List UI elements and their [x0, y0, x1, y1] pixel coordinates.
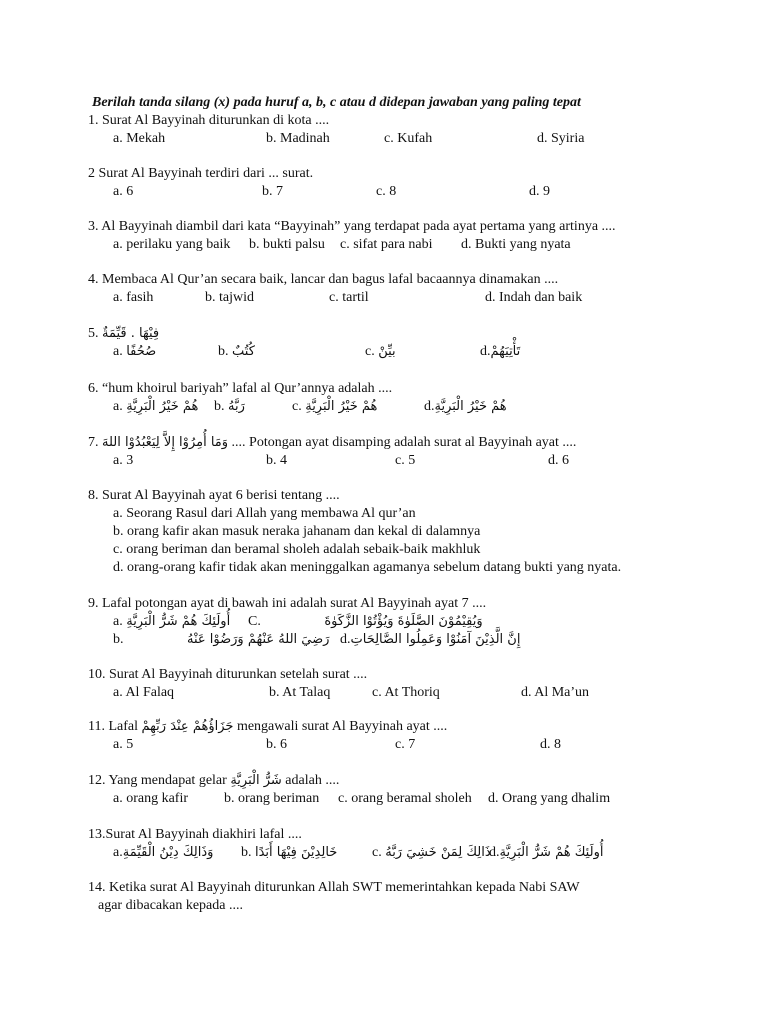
option-b[interactable]: [241, 844, 337, 862]
question-11: [88, 718, 561, 754]
option-label: d.: [424, 399, 435, 414]
option-c[interactable]: c. 8: [376, 184, 397, 199]
option-c[interactable]: c. Kufah: [384, 131, 433, 146]
arabic-text: تَأْتِيَهُمْ: [490, 344, 521, 359]
question-body: .... Potongan ayat disamping adalah surat al Bayyinah ayat ....: [231, 435, 577, 450]
question-12: [88, 772, 611, 808]
option-b[interactable]: b. tajwid: [205, 290, 254, 305]
question-text: 6. “hum khoirul bariyah” lafal al Qur’annya adalah ....: [88, 381, 393, 396]
option-label: C.: [248, 614, 261, 629]
option-b[interactable]: b. 6: [266, 737, 287, 752]
option-d[interactable]: [480, 343, 520, 361]
option-c[interactable]: c. 7: [395, 737, 416, 752]
option-label: a.: [113, 399, 123, 414]
option-label: d.: [340, 632, 351, 647]
arabic-phrase: جَزَاؤُهُمْ عِنْدَ رَبِّهِمْ: [141, 719, 234, 734]
option-d[interactable]: [424, 398, 507, 416]
arabic-text: هُمْ خَيْرُ الْبَرِيَّةِ: [126, 399, 199, 414]
option-a[interactable]: [113, 844, 213, 862]
option-label: c.: [292, 399, 302, 414]
option-a[interactable]: a. 5: [113, 737, 134, 752]
arabic-text: هُمْ خَيْرُ الْبَرِيَّةِ: [434, 399, 507, 414]
option-a[interactable]: a. orang kafir: [113, 791, 189, 806]
option-a[interactable]: a. Al Falaq: [113, 685, 175, 700]
options: [88, 343, 521, 361]
question-4: [88, 271, 583, 307]
arabic-phrase: فِيْهَا . قَيِّمَةٌ: [102, 326, 160, 341]
question-text: 13.Surat Al Bayyinah diakhiri lafal ....: [88, 827, 302, 842]
option-b[interactable]: [214, 398, 245, 416]
question-text: 10. Surat Al Bayyinah diturunkan setelah surat ....: [88, 667, 368, 682]
option-a[interactable]: a. fasih: [113, 290, 154, 305]
option-c[interactable]: c. tartil: [329, 290, 369, 305]
arabic-text: وَيُقِيْمُوْنَ الصَّلَوٰةَ وَيُؤْتُوْا الزَّكَوٰةَ: [324, 614, 483, 629]
options: [88, 790, 611, 808]
question-number: 5.: [88, 326, 99, 341]
question-prefix: 12. Yang mendapat gelar: [88, 773, 227, 788]
arabic-text: هُمْ خَيْرُ الْبَرِيَّةِ: [305, 399, 378, 414]
option-b[interactable]: b. At Talaq: [269, 685, 331, 700]
option-b[interactable]: b. Madinah: [266, 131, 330, 146]
question-prefix: 11. Lafal: [88, 719, 139, 734]
option-a[interactable]: a. Seorang Rasul dari Allah yang membawa Al qur’an: [113, 506, 416, 521]
question-text: [88, 434, 576, 452]
option-c[interactable]: [372, 844, 491, 862]
question-10: [88, 666, 590, 702]
option-a[interactable]: [113, 613, 230, 631]
question-2: [88, 165, 550, 201]
option-b[interactable]: b. 4: [266, 453, 287, 468]
option-d[interactable]: [340, 631, 520, 649]
options: [88, 130, 585, 148]
options-row-2: [88, 631, 521, 649]
arabic-text: رَضِيَ اللهُ عَنْهُمْ وَرَضُوْا عَنْهُ: [187, 632, 330, 647]
option-label: b.: [113, 632, 124, 647]
option-d[interactable]: d. Syiria: [537, 131, 585, 146]
option-label: a.: [113, 344, 123, 359]
option-label: b.: [241, 845, 252, 860]
question-suffix: adalah ....: [285, 773, 340, 788]
option-d[interactable]: [489, 844, 603, 862]
arabic-text: وَذَالِكَ دِيْنُ الْقَيِّمَةِ: [122, 845, 214, 860]
arabic-text: خَالِدِيْنَ فِيْهَا أَبَدًا: [255, 845, 338, 860]
option-d[interactable]: d. 6: [548, 453, 569, 468]
question-text: 2 Surat Al Bayyinah terdiri dari ... surat.: [88, 166, 314, 181]
option-label: c.: [365, 344, 375, 359]
question-9: [88, 595, 521, 649]
option-c[interactable]: c. 5: [395, 453, 416, 468]
option-d[interactable]: d. orang-orang kafir tidak akan meninggalkan agamanya sebelum datang bukti yang nyata.: [113, 560, 622, 575]
option-d[interactable]: d. Al Ma’un: [521, 685, 590, 700]
question-text: 14. Ketika surat Al Bayyinah diturunkan Allah SWT memerintahkan kepada Nabi SAW: [88, 880, 580, 895]
question-text: [88, 325, 159, 343]
option-a[interactable]: a. Mekah: [113, 131, 166, 146]
options: [88, 684, 590, 702]
arabic-text: رَبَّهُ: [228, 399, 245, 414]
question-7: [88, 434, 576, 470]
option-c[interactable]: c. orang beriman dan beramal sholeh adalah sebaik-baik makhluk: [113, 542, 481, 557]
arabic-text: بيِّنْ: [378, 344, 396, 359]
option-b[interactable]: [113, 631, 329, 649]
arabic-text: صُحُفًا: [126, 344, 157, 359]
option-a[interactable]: a. 3: [113, 453, 134, 468]
option-d[interactable]: d. Orang yang dhalim: [488, 791, 611, 806]
options: [88, 505, 621, 577]
option-a[interactable]: a. 6: [113, 184, 134, 199]
arabic-text: أُولَئِكَ هُمْ شَرُّ الْبَرِيَّةِ: [126, 614, 231, 629]
question-6: [88, 380, 507, 416]
option-b[interactable]: [218, 343, 255, 361]
question-8: [88, 487, 621, 577]
option-label: c.: [372, 845, 382, 860]
arabic-text: أُولَئِكَ هُمْ شَرُّ الْبَرِيَّةِ: [499, 845, 604, 860]
option-c[interactable]: [365, 343, 396, 361]
question-text: 1. Surat Al Bayyinah diturunkan di kota ....: [88, 113, 330, 128]
options: [88, 398, 507, 416]
option-b[interactable]: b. orang kafir akan masuk neraka jahanam dan kekal di dalamnya: [113, 524, 481, 539]
arabic-text: ذَالِكَ لِمَنْ خَشِيَ رَبَّهُ: [385, 845, 491, 860]
question-text: 4. Membaca Al Qur’an secara baik, lancar dan bagus lafal bacaannya dinamakan ....: [88, 272, 559, 287]
question-number: 7.: [88, 435, 99, 450]
instruction-heading: Berilah tanda silang (x) pada huruf a, b, c atau d didepan jawaban yang paling tepat: [92, 95, 581, 110]
option-label: d.: [489, 845, 500, 860]
options: [88, 736, 561, 754]
option-label: a.: [113, 614, 123, 629]
question-14: [88, 879, 580, 915]
question-text: 8. Surat Al Bayyinah ayat 6 berisi tentang ....: [88, 488, 340, 503]
question-text: [88, 772, 339, 790]
option-c[interactable]: c. At Thoriq: [372, 685, 440, 700]
option-d[interactable]: d. 8: [540, 737, 561, 752]
arabic-text: كُتُبٌ: [232, 344, 255, 359]
option-c[interactable]: [292, 398, 377, 416]
options: [88, 452, 576, 470]
option-a[interactable]: a. perilaku yang baik: [113, 237, 231, 252]
arabic-text: إِنَّ الَّذِيْنَ آمَنُوْا وَعَمِلُوا الصَّالِحَاتِ: [350, 632, 521, 647]
option-a[interactable]: [113, 398, 198, 416]
question-5: [88, 325, 521, 361]
question-suffix: mengawali surat Al Bayyinah ayat ....: [236, 719, 448, 734]
question-3: [88, 218, 616, 254]
question-text: [88, 718, 447, 736]
option-c[interactable]: [248, 613, 483, 631]
option-label: b.: [214, 399, 225, 414]
option-a[interactable]: [113, 343, 156, 361]
option-c[interactable]: c. sifat para nabi: [340, 237, 433, 252]
option-d[interactable]: d. Indah dan baik: [485, 290, 583, 305]
options-row-1: [88, 613, 486, 631]
options: [88, 289, 583, 307]
option-c[interactable]: c. orang beramal sholeh: [338, 791, 472, 806]
option-b[interactable]: b. bukti palsu: [249, 237, 325, 252]
option-d[interactable]: d. 9: [529, 184, 550, 199]
options: [88, 844, 604, 862]
option-label: d.: [480, 344, 491, 359]
question-text: 3. Al Bayyinah diambil dari kata “Bayyinah” yang terdapat pada ayat pertama yang artinya ....: [88, 219, 616, 234]
option-label: a.: [113, 845, 123, 860]
question-13: [88, 826, 604, 862]
arabic-phrase: وَمَا أُمِرُوْا إِلاَّ لِيَعْبُدُوْا اللهَ: [102, 435, 229, 450]
arabic-phrase: شَرُّ الْبَرِيَّةِ: [230, 773, 282, 788]
option-b[interactable]: b. orang beriman: [224, 791, 320, 806]
option-d[interactable]: d. Bukti yang nyata: [461, 237, 571, 252]
question-1: [88, 112, 585, 148]
question-text: 9. Lafal potongan ayat di bawah ini adalah surat Al Bayyinah ayat 7 ....: [88, 596, 487, 611]
options: [88, 236, 616, 254]
question-text-continued: agar dibacakan kepada ....: [98, 898, 243, 913]
options: [88, 183, 550, 201]
option-label: b.: [218, 344, 229, 359]
option-b[interactable]: b. 7: [262, 184, 283, 199]
